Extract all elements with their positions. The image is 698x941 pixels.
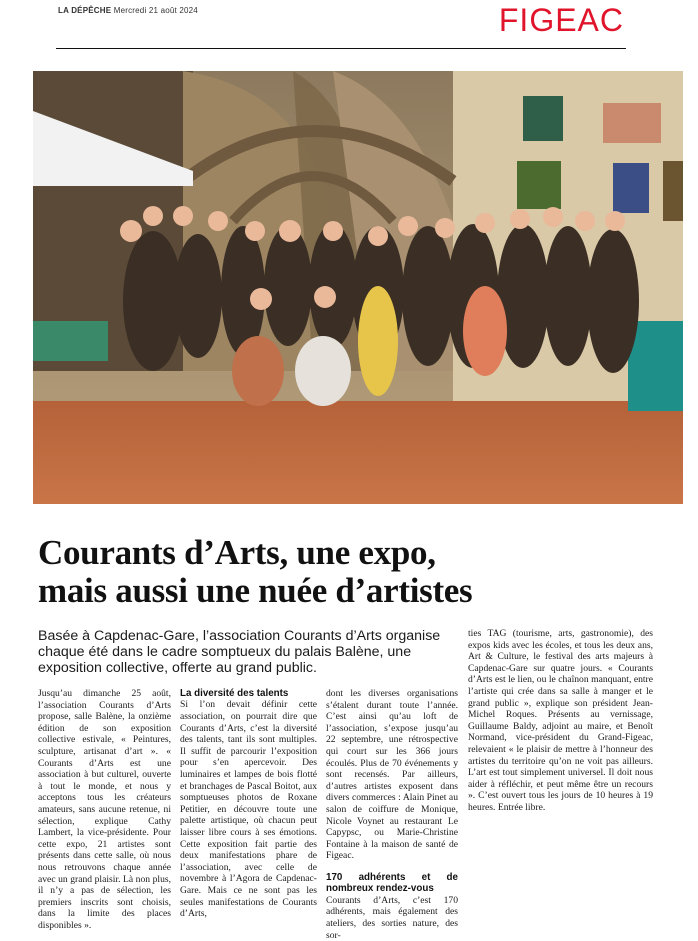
column-1-text: Jusqu’au dimanche 25 août, l’association Courants d’Arts propose, salle Balène, la onzième édition de son exposition collective estivale, « Peintures, sculpture, artisanat d’art ». « Courants d’Arts est une association à but culturel, ouverte à tout le monde, et nous y acceptons tous les créateurs amateurs, sans aucune retenue, ni sélection, explique Cathy Lambert, la vice-présidente. Pour cette expo, 21 artistes sont présents dans cette salle, où nous nous retrouvons chaque année avec un grand plaisir. Là non plus, il n’y a pas de sélection, les premiers inscrits sont choisis, dans la limite des places disponibles ». — [38, 688, 171, 931]
group-photo-icon — [33, 71, 683, 504]
article-column-3 — [326, 688, 458, 941]
column-3-text: dont les diverses organisations s’étalent durant toute l’année. C’est ainsi qu’au loft de l’association, s’expose jusqu’au 22 septembre, une rétrospective qui court sur les 366 jours écoulés. Plus de 70 événements y sont recensés. Par ailleurs, d’autres artistes exposent dans divers commerces : Alain Pinet au salon de coiffure de Monique, Nicole Voynet au restaurant Le Capypsc, ou Marie-Christine Fontaine à la maison de santé de Figeac. — [326, 688, 458, 862]
column-2-text: Si l’on devait définir cette association, on pourrait dire que Courants d’Arts, c’est la diversité des talents, tant ils sont multiples. Il suffit de parcourir l’exposition pour s’en apercevoir. Des luminaires et lampes de bois flotté et branchages de Pascal Boitot, aux somptueuses photos de Roxane Petitier, en découvre toute une palette artistique, où chacun peut laisser libre cours à ses émotions. Cette exposition fait partie des deux manifestations phare de l’association, avec celle de novembre à l’Agora de Capdenac-Gare. Mais ce ne sont pas les seules manifestations de Courants d’Arts, — [180, 699, 317, 920]
article-column-1 — [38, 688, 171, 931]
group-photo — [33, 71, 683, 504]
article-column-2 — [180, 688, 317, 920]
section-title: FIGEAC — [498, 2, 624, 38]
column-4-text: ties TAG (tourisme, arts, gastronomie), des expos kids avec les écoles, et tous les deux ans, Art & Culture, le festival des arts majeurs à Capdenac-Gare sur quatre jours. « Courants d’Arts est le lien, ou le chaînon manquant, entre l’artiste qui crée dans sa salle à manger et le grand public », explique son président Jean-Michel Roques. Présents au vernissage, Guillaume Baldy, adjoint au maire, et Benoît Normand, vice-président du Grand-Figeac, relevaient « le plaisir de mettre à l’honneur des artistes du territoire qu’on ne voit pas ailleurs. L’art est tout simplement universel. Il doit nous aider à réfléchir, et peut même être un recours ». C’est ouvert tous les jours de 10 heures à 19 heures. Entrée libre. — [468, 628, 653, 813]
header-rule — [56, 48, 626, 49]
column-3-text-b: Courants d’Arts, c’est 170 adhérents, mais également des ateliers, des sorties nature, des sor- — [326, 894, 458, 941]
newspaper-name: LA DÉPÊCHE — [58, 6, 112, 15]
article-column-4 — [468, 628, 653, 814]
headline-line-2: mais aussi une nuée d’artistes — [38, 571, 473, 610]
headline-line-1: Courants d’Arts, une expo, — [38, 533, 436, 572]
article-standfirst: Basée à Capdenac-Gare, l’association Courants d’Arts organise chaque été dans le cadre somptueux du palais Balène, une exposition collective, offerte au grand public. — [38, 628, 441, 676]
subheading-members: 170 adhérents et de nombreux rendez-vous — [326, 871, 458, 895]
issue-date: Mercredi 21 août 2024 — [113, 6, 198, 15]
subheading-diversity: La diversité des talents — [180, 688, 289, 699]
newspaper-dateline — [58, 6, 198, 15]
article-headline — [38, 534, 678, 610]
